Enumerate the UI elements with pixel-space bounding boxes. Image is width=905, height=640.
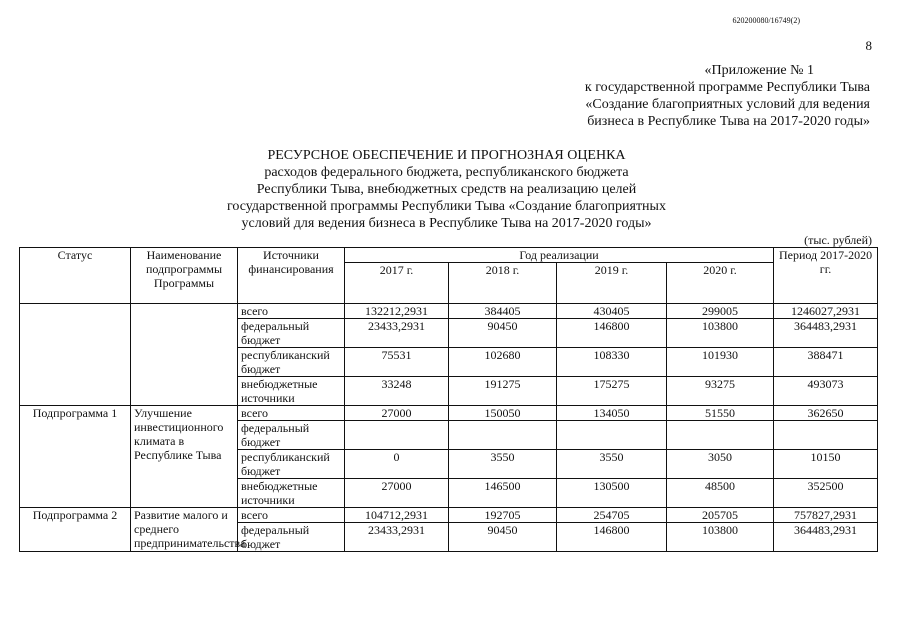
title-line: расходов федерального бюджета, республиканского бюджета [264, 165, 629, 180]
source-cell: всего [238, 304, 345, 319]
title-line: государственной программы Республики Тыва «Создание благоприятных [227, 199, 666, 214]
value-2019-cell: 134050 [557, 406, 667, 421]
appendix-line: бизнеса в Республике Тыва на 2017-2020 годы» [587, 114, 870, 129]
total-cell: 364483,2931 [774, 523, 878, 552]
value-2017-cell: 75531 [345, 348, 449, 377]
value-2019-cell: 175275 [557, 377, 667, 406]
value-2018-cell: 90450 [449, 523, 557, 552]
value-2018-cell [449, 421, 557, 450]
value-2017-cell [345, 421, 449, 450]
value-2019-cell: 108330 [557, 348, 667, 377]
source-cell: внебюджетные источники [238, 377, 345, 406]
value-2017-cell: 132212,2931 [345, 304, 449, 319]
value-2017-cell: 0 [345, 450, 449, 479]
appendix-line: «Приложение № 1 [704, 63, 814, 78]
total-cell: 757827,2931 [774, 508, 878, 523]
funding-table [19, 247, 878, 552]
value-2018-cell: 146500 [449, 479, 557, 508]
value-2019-cell: 146800 [557, 523, 667, 552]
header-year: 2017 г. [345, 263, 449, 304]
value-2017-cell: 27000 [345, 406, 449, 421]
value-2020-cell [667, 421, 774, 450]
page-number: 8 [865, 38, 872, 53]
value-2018-cell: 90450 [449, 319, 557, 348]
source-cell: федеральный бюджет [238, 421, 345, 450]
value-2018-cell: 192705 [449, 508, 557, 523]
total-cell: 10150 [774, 450, 878, 479]
status-cell [20, 304, 131, 406]
source-cell: республиканский бюджет [238, 348, 345, 377]
header-year: 2020 г. [667, 263, 774, 304]
total-cell: 352500 [774, 479, 878, 508]
units-label: (тыс. рублей) [804, 233, 872, 247]
appendix-heading [585, 62, 870, 130]
header-period: Период 2017-2020 гг. [774, 248, 878, 304]
table-row [20, 406, 878, 421]
total-cell: 388471 [774, 348, 878, 377]
source-cell: федеральный бюджет [238, 319, 345, 348]
value-2019-cell: 3550 [557, 450, 667, 479]
source-cell: федеральный бюджет [238, 523, 345, 552]
value-2017-cell: 33248 [345, 377, 449, 406]
appendix-line: к государственной программе Республики Тыва [584, 80, 870, 95]
value-2018-cell: 150050 [449, 406, 557, 421]
value-2019-cell: 430405 [557, 304, 667, 319]
value-2017-cell: 23433,2931 [345, 523, 449, 552]
value-2019-cell: 130500 [557, 479, 667, 508]
title-line: Республики Тыва, внебюджетных средств на реализацию целей [256, 182, 637, 197]
subprogram-name-cell: Улучшение инвестиционного климата в Республике Тыва [131, 406, 238, 508]
value-2017-cell: 23433,2931 [345, 319, 449, 348]
total-cell: 493073 [774, 377, 878, 406]
table-header-row [20, 248, 878, 263]
appendix-line: «Создание благоприятных условий для ведения [585, 97, 870, 112]
total-cell: 1246027,2931 [774, 304, 878, 319]
value-2020-cell: 3050 [667, 450, 774, 479]
value-2018-cell: 102680 [449, 348, 557, 377]
source-cell: внебюджетные источники [238, 479, 345, 508]
value-2018-cell: 384405 [449, 304, 557, 319]
title-line: РЕСУРСНОЕ ОБЕСПЕЧЕНИЕ И ПРОГНОЗНАЯ ОЦЕНКА [267, 148, 626, 163]
source-cell: республиканский бюджет [238, 450, 345, 479]
value-2020-cell: 93275 [667, 377, 774, 406]
value-2017-cell: 104712,2931 [345, 508, 449, 523]
value-2020-cell: 103800 [667, 523, 774, 552]
value-2019-cell: 254705 [557, 508, 667, 523]
table-row [20, 508, 878, 523]
value-2018-cell: 3550 [449, 450, 557, 479]
document-title [0, 147, 905, 232]
value-2020-cell: 103800 [667, 319, 774, 348]
document-number: 620200080/16749(2) [732, 16, 800, 25]
value-2020-cell: 51550 [667, 406, 774, 421]
value-2019-cell [557, 421, 667, 450]
status-cell: Подпрограмма 2 [20, 508, 131, 552]
value-2020-cell: 101930 [667, 348, 774, 377]
value-2020-cell: 299005 [667, 304, 774, 319]
source-cell: всего [238, 508, 345, 523]
header-source: Источники финансирования [238, 248, 345, 304]
header-year: 2018 г. [449, 263, 557, 304]
value-2020-cell: 48500 [667, 479, 774, 508]
subprogram-name-cell [131, 304, 238, 406]
value-2017-cell: 27000 [345, 479, 449, 508]
value-2020-cell: 205705 [667, 508, 774, 523]
value-2019-cell: 146800 [557, 319, 667, 348]
table-row [20, 304, 878, 319]
total-cell: 362650 [774, 406, 878, 421]
source-cell: всего [238, 406, 345, 421]
header-year-group: Год реализации [345, 248, 774, 263]
status-cell: Подпрограмма 1 [20, 406, 131, 508]
header-status: Статус [20, 248, 131, 304]
header-year: 2019 г. [557, 263, 667, 304]
total-cell [774, 421, 878, 450]
subprogram-name-cell: Развитие малого и среднего предпринимательства [131, 508, 238, 552]
header-name: Наименование подпрограммы Программы [131, 248, 238, 304]
value-2018-cell: 191275 [449, 377, 557, 406]
title-line: условий для ведения бизнеса в Республике Тыва на 2017-2020 годы» [241, 216, 652, 231]
total-cell: 364483,2931 [774, 319, 878, 348]
